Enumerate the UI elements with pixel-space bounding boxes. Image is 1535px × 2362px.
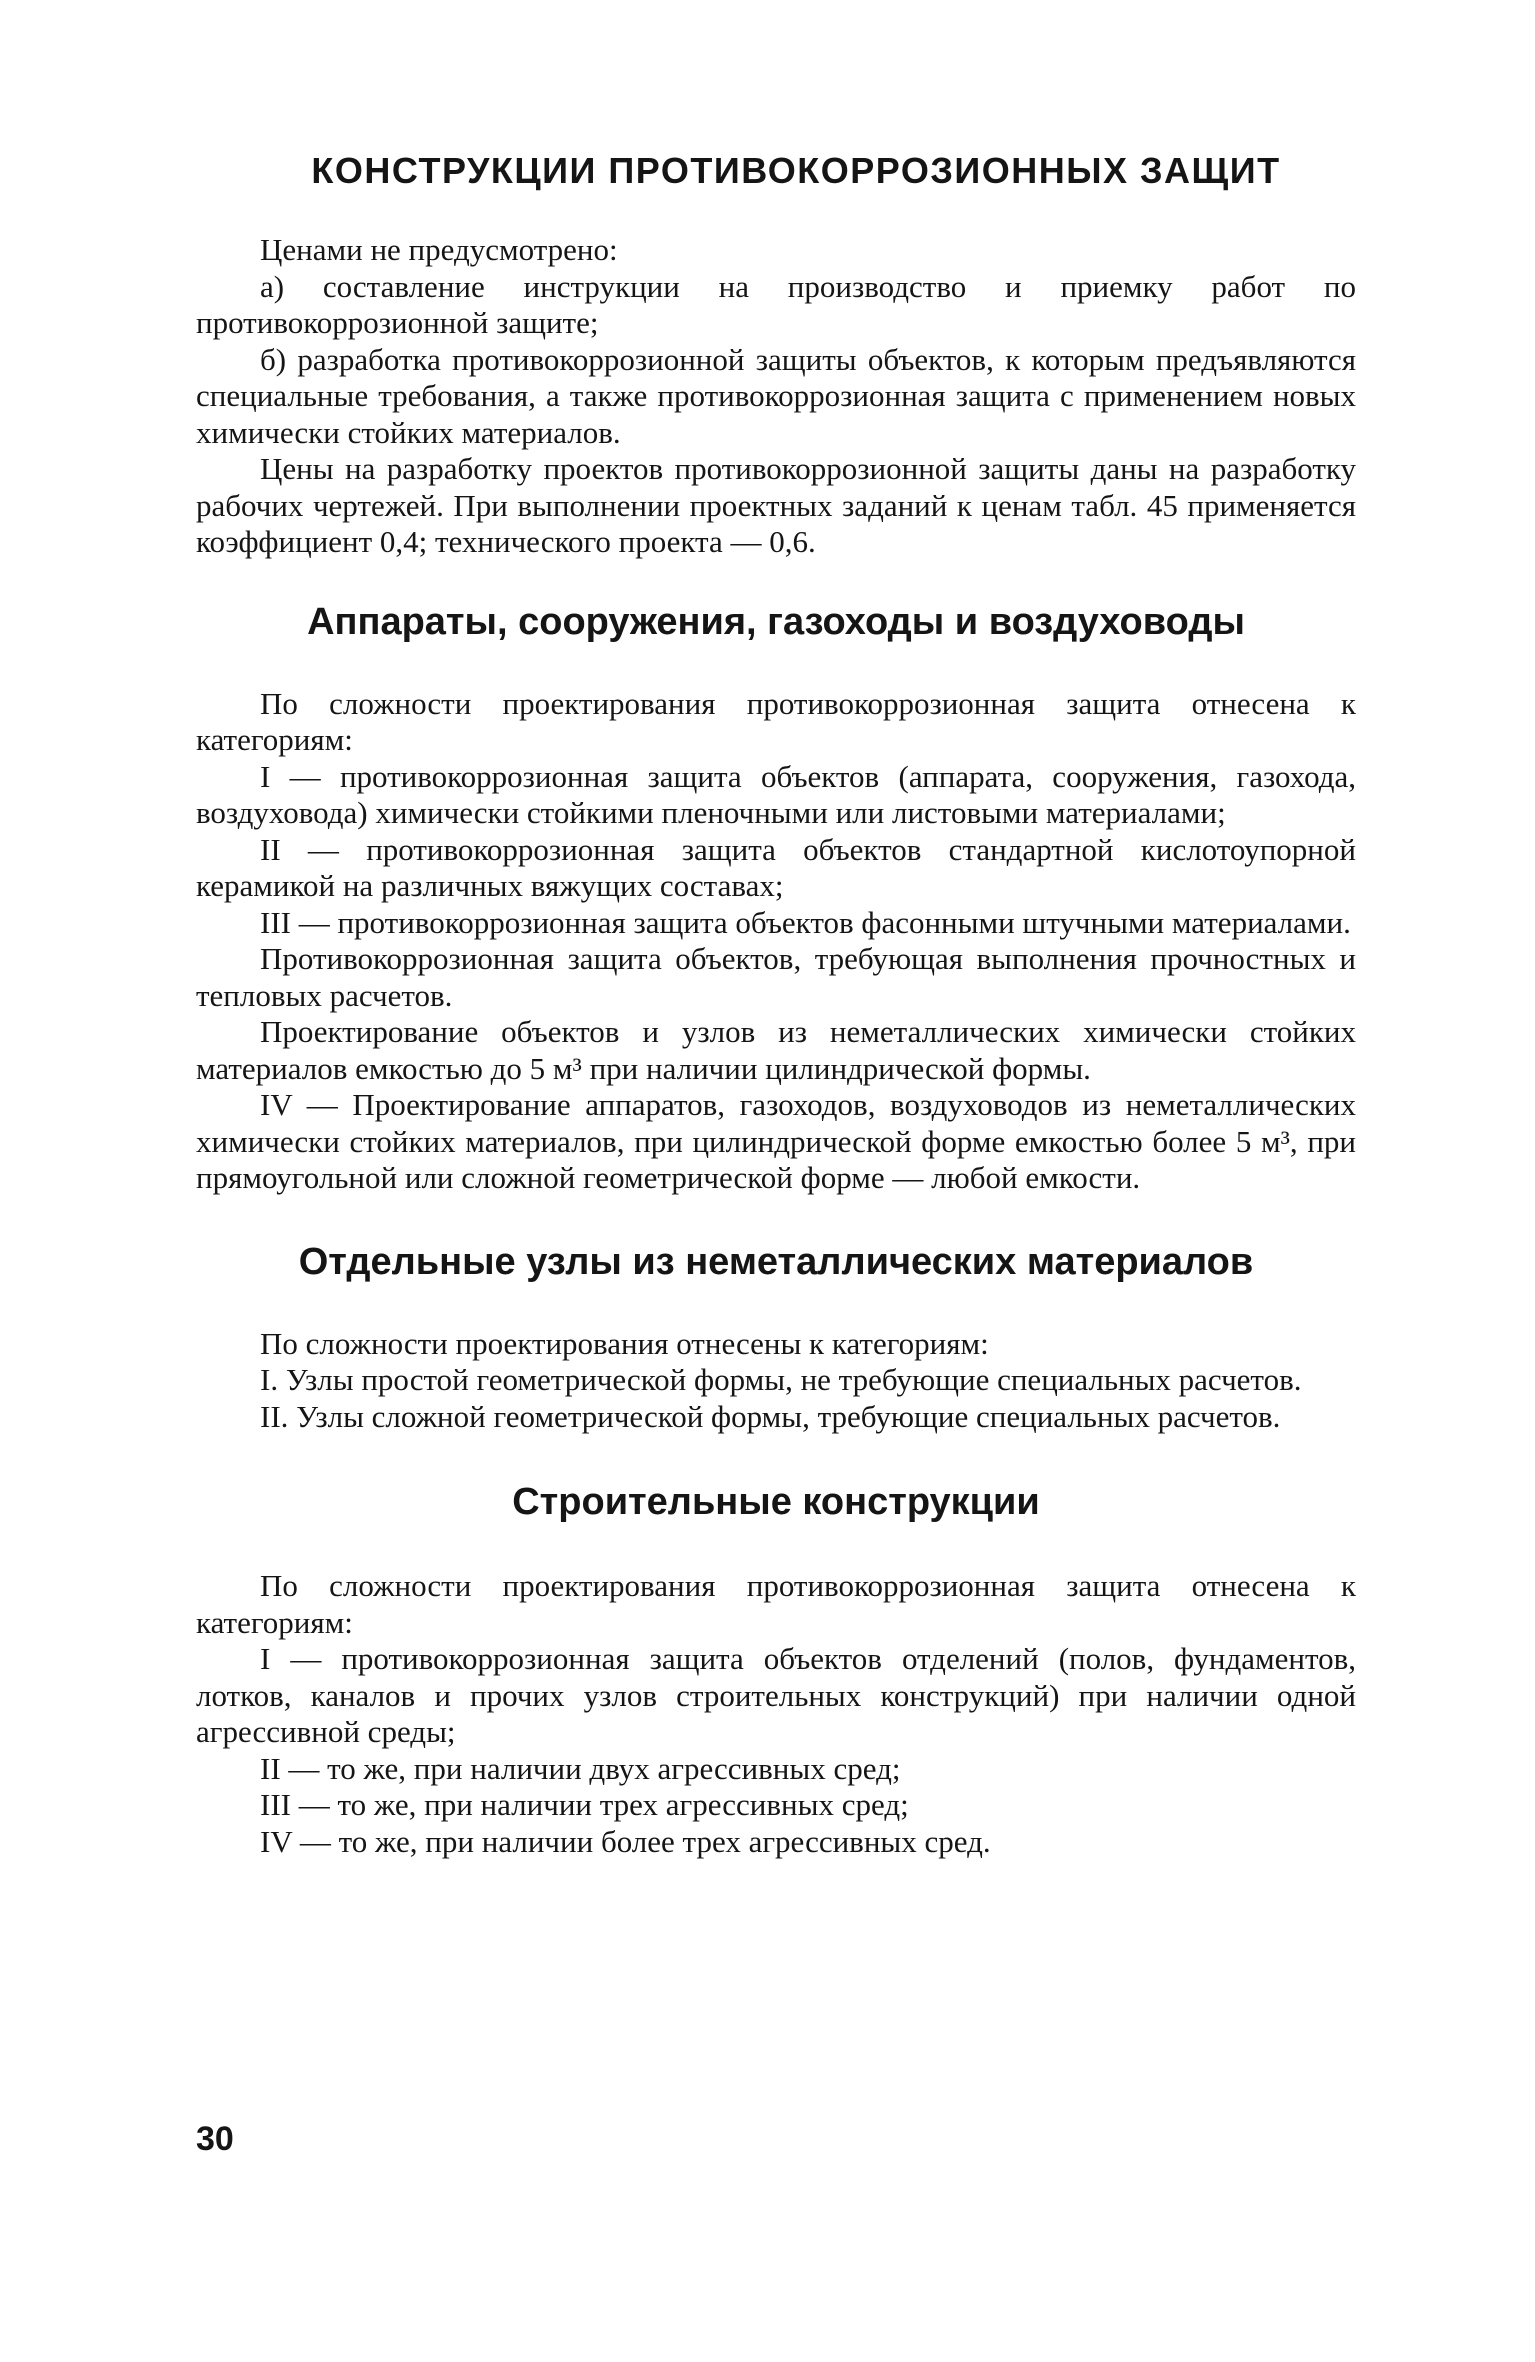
- section-paragraph: IV — то же, при наличии более трех агрессивных сред.: [260, 1823, 991, 1859]
- page-number: 30: [196, 2120, 234, 2158]
- page-content: [196, 150, 1356, 1860]
- section-paragraph: По сложности проектирования противокоррозионная защита отнесена к категориям:: [196, 1568, 1356, 1640]
- section-paragraph: I. Узлы простой геометрической формы, не требующие специальных расчетов.: [260, 1362, 1302, 1397]
- section-heading: Строительные конструкции: [512, 1481, 1040, 1523]
- intro-paragraph: Цены на разработку проектов противокоррозионной защиты даны на разработку рабочих чертежей. При выполнении проектных заданий к ценам табл. 45 применяется коэффициент 0,4; технического проекта — 0,6.: [196, 451, 1356, 559]
- section-apparatus: [196, 601, 1356, 1197]
- intro-paragraph: а) составление инструкции на производство и приемку работ по противокоррозионной защите;: [196, 268, 1356, 340]
- section-building-structures: [196, 1481, 1356, 1860]
- section-paragraph: II. Узлы сложной геометрической формы, требующие специальных расчетов.: [260, 1398, 1281, 1434]
- section-paragraph: I — противокоррозионная защита объектов (аппарата, сооружения, газохода, воздуховода) химически стойкими пленочными или листовыми материалами;: [196, 758, 1356, 830]
- section-paragraph: III — противокоррозионная защита объектов фасонными штучными материалами.: [260, 904, 1351, 940]
- section-paragraph: Проектирование объектов и узлов из неметаллических химически стойких материалов емкостью до 5 м³ при наличии цилиндрической формы.: [196, 1014, 1356, 1086]
- intro-paragraph: б) разработка противокоррозионной защиты объектов, к которым предъявляются специальные требования, а также противокоррозионная защита с применением новых химически стойких материалов.: [196, 341, 1356, 450]
- section-nonmetallic-nodes: [196, 1241, 1356, 1436]
- section-paragraph: По сложности проектирования отнесены к категориям:: [260, 1325, 989, 1361]
- intro-paragraph: Ценами не предусмотрено:: [260, 232, 618, 267]
- section-heading: Аппараты, сооружения, газоходы и воздуховоды: [307, 600, 1245, 643]
- section-paragraph: II — то же, при наличии двух агрессивных сред;: [260, 1750, 901, 1786]
- intro-block: [196, 232, 1356, 561]
- section-paragraph: II — противокоррозионная защита объектов стандартной кислотоупорной керамикой на различных вяжущих составах;: [196, 831, 1356, 903]
- section-paragraph: По сложности проектирования противокоррозионная защита отнесена к категориям:: [196, 685, 1356, 757]
- section-paragraph: IV — Проектирование аппаратов, газоходов, воздуховодов из неметаллических химически стойких материалов, при цилиндрической форме емкостью более 5 м³, при прямоугольной или сложной геометрической форме — любой емкости.: [196, 1087, 1356, 1195]
- section-paragraph: I — противокоррозионная защита объектов отделений (полов, фундаментов, лотков, каналов и прочих узлов строительных конструкций) при наличии одной агрессивной среды;: [196, 1641, 1356, 1749]
- section-paragraph: Противокоррозионная защита объектов, требующая выполнения прочностных и тепловых расчетов.: [196, 941, 1356, 1013]
- section-heading: Отдельные узлы из неметаллических материалов: [298, 1240, 1254, 1283]
- page-title: КОНСТРУКЦИИ ПРОТИВОКОРРОЗИОННЫХ ЗАЩИТ: [311, 150, 1281, 191]
- section-paragraph: III — то же, при наличии трех агрессивных сред;: [260, 1787, 909, 1822]
